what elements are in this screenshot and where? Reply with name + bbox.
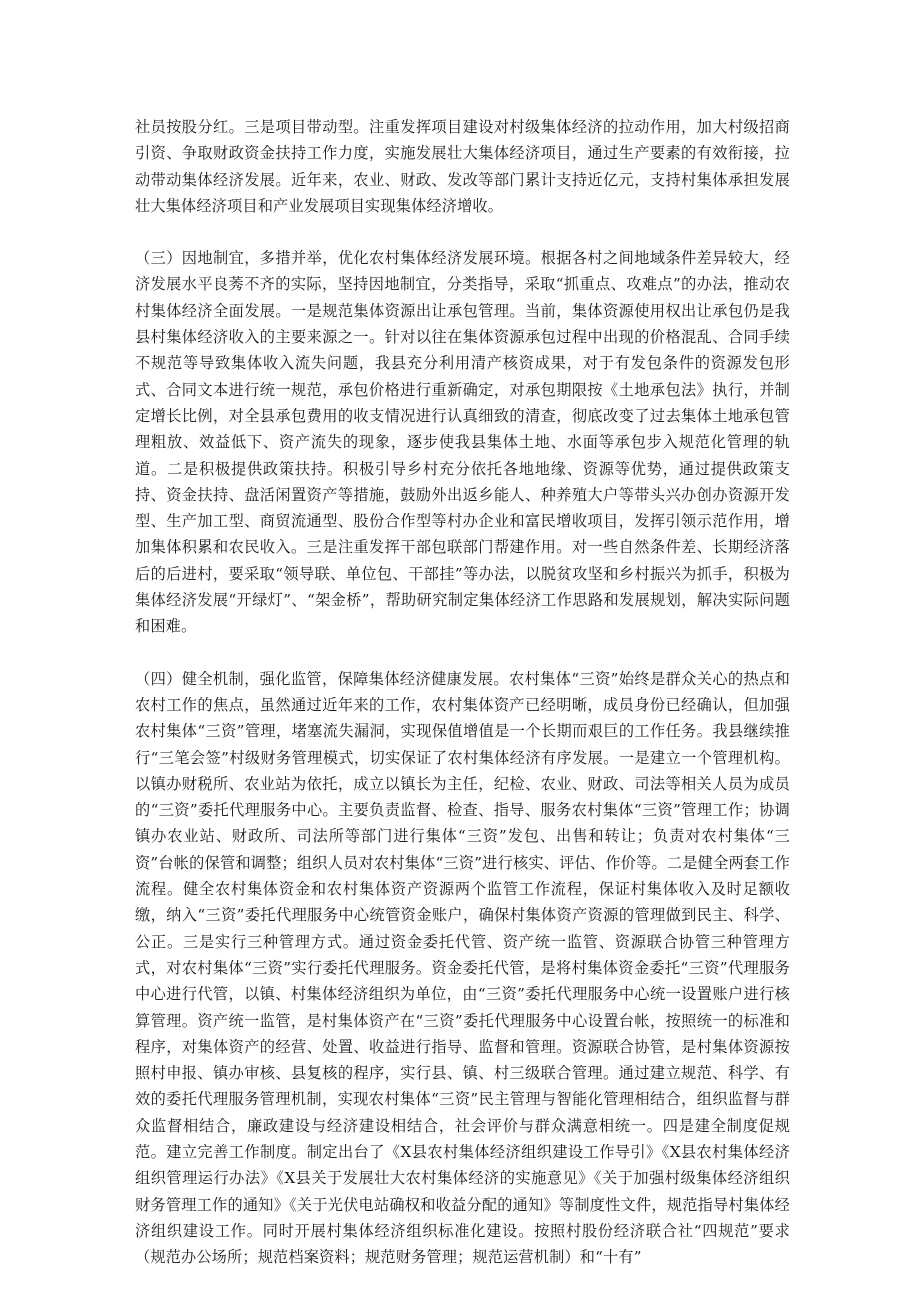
paragraph-section-three: （三）因地制宜，多措并举，优化农村集体经济发展环境。根据各村之间地域条件差异较大，经济发展水平良莠不齐的实际，坚持因地制宜，分类指导，采取“抓重点、攻难点”的办法，推动农村集体经济全面发展。一是规范集体资源出让承包管理。当前，集体资源使用权出让承包仍是我县村集体经济收入的主要来源之一。针对以往在集体资源承包过程中出现的价格混乱、合同手续不规范等导致集体收入流失问题，我县充分利用清产核资成果，对于有发包条件的资源发包形式、合同文本进行统一规范，承包价格进行重新确定，对承包期限按《土地承包法》执行，并制定增长比例，对全县承包费用的收支情况进行认真细致的清查，彻底改变了过去集体土地承包管理粗放、效益低下、资产流失的现象，逐步使我县集体土地、水面等承包步入规范化管理的轨道。二是积极提供政策扶持。积极引导乡村充分依托各地地缘、资源等优势，通过提供政策支持、资金扶持、盘活闲置资产等措施，鼓励外出返乡能人、种养殖大户等带头兴办创办资源开发型、生产加工型、商贸流通型、股份合作型等村办企业和富民增收项目，发挥引领示范作用，增加集体积累和农民收入。三是注重发挥干部包联部门帮建作用。对一些自然条件差、长期经济落后的后进村，要采取“领导联、单位包、干部挂”等办法，以脱贫攻坚和乡村振兴为抓手，积极为集体经济发展“开绿灯”、“架金桥”，帮助研究制定集体经济工作思路和发展规划，解决实际问题和困难。 [135,249,790,636]
document-body [135,114,790,1270]
paragraph-section-four: （四）健全机制，强化监管，保障集体经济健康发展。农村集体“三资”始终是群众关心的热点和农村工作的焦点，虽然通过近年来的工作，农村集体资产已经明晰，成员身份已经确认，但加强农村集体“三资”管理，堵塞流失漏洞，实现保值增值是一个长期而艰巨的工作任务。我县继续推行“三笔会签”村级财务管理模式，切实保证了农村集体经济有序发展。一是建立一个管理机构。以镇办财税所、农业站为依托，成立以镇长为主任，纪检、农业、财政、司法等相关人员为成员的“三资”委托代理服务中心。主要负责监督、检查、指导、服务农村集体“三资”管理工作；协调镇办农业站、财政所、司法所等部门进行集体“三资”发包、出售和转让；负责对农村集体“三资”台帐的保管和调整；组织人员对农村集体“三资”进行核实、评估、作价等。二是健全两套工作流程。健全农村集体资金和农村集体资产资源两个监管工作流程，保证村集体收入及时足额收缴，纳入“三资”委托代理服务中心统管资金账户，确保村集体资产资源的管理做到民主、科学、公正。三是实行三种管理方式。通过资金委托代管、资产统一监管、资源联合协管三种管理方式，对农村集体“三资”实行委托代理服务。资金委托代管，是将村集体资金委托“三资”代理服务中心进行代管，以镇、村集体经济组织为单位，由“三资”委托代理服务中心统一设置账户进行核算管理。资产统一监管，是村集体资产在“三资”委托代理服务中心设置台帐，按照统一的标准和程序，对集体资产的经营、处置、收益进行指导、监督和管理。资源联合协管，是村集体资源按照村申报、镇办审核、县复核的程序，实行县、镇、村三级联合管理。通过建立规范、科学、有效的委托代理服务管理机制，实现农村集体“三资”民主管理与智能化管理相结合，组织监督与群众监督相结合，廉政建设与经济建设相结合，社会评价与群众满意相统一。四是建全制度促规范。建立完善工作制度。制定出台了《X县农村集体经济组织建设工作导引》《X县农村集体经济组织管理运行办法》《X县关于发展壮大农村集体经济的实施意见》《关于加强村级集体经济组织财务管理工作的通知》《关于光伏电站确权和收益分配的通知》等制度性文件，规范指导村集体经济组织建设工作。同时开展村集体经济组织标准化建设。按照村股份经济联合社“四规范”要求（规范办公场所；规范档案资料；规范财务管理；规范运营机制）和“十有” [135,669,790,1267]
paragraph-project-driven: 社员按股分红。三是项目带动型。注重发挥项目建设对村级集体经济的拉动作用，加大村级招商引资、争取财政资金扶持工作力度，实施发展壮大集体经济项目，通过生产要素的有效衔接，拉动带动集体经济发展。近年来，农业、财政、发改等部门累计支持近亿元，支持村集体承担发展壮大集体经济项目和产业发展项目实现集体经济增收。 [135,118,790,215]
